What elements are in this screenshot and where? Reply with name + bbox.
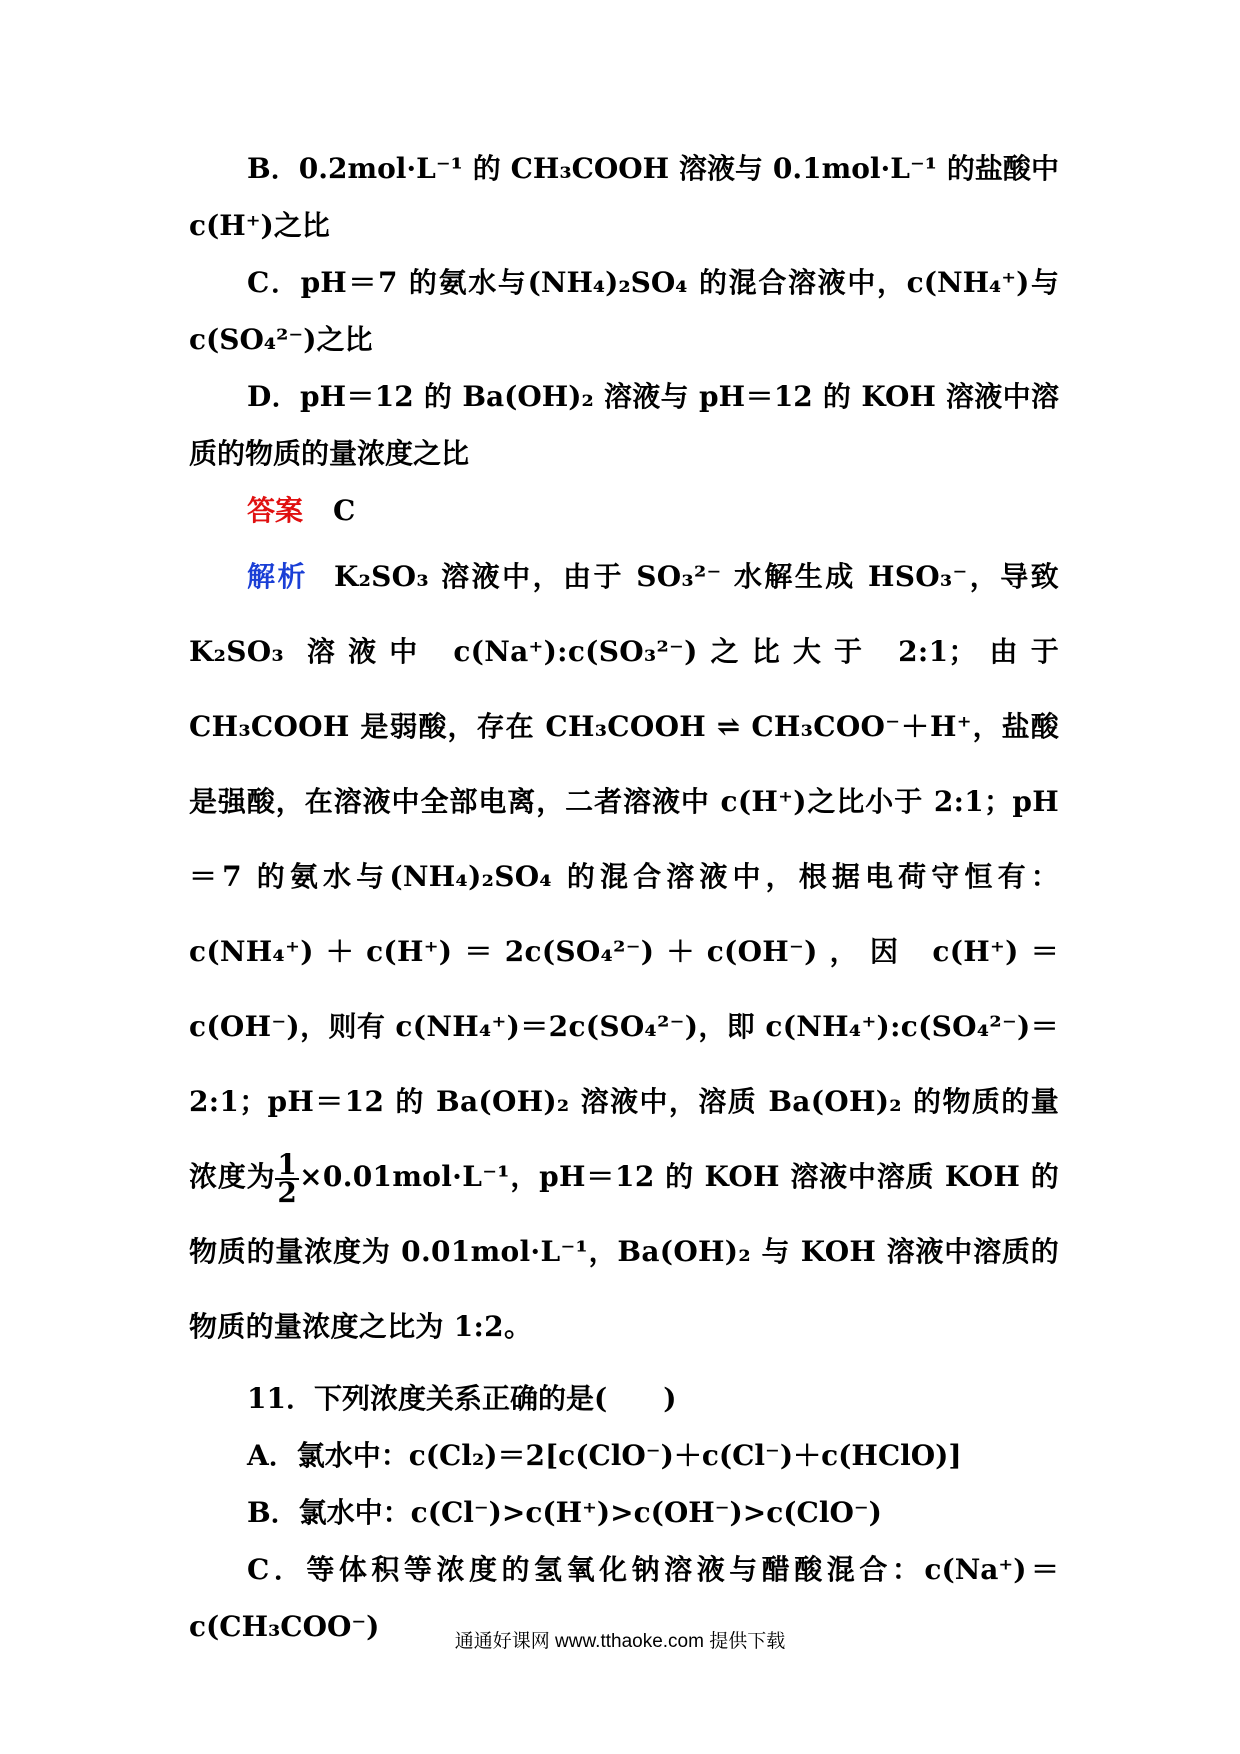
fraction-numerator: 1 bbox=[277, 1147, 298, 1181]
analysis-text-2: ×0.01mol·L⁻¹，pH＝12 的 KOH 溶液中溶质 KOH 的物质的量浓度为 0.01mol·L⁻¹，Ba(OH)₂ 与 KOH 溶液中溶质的物质的量浓度之比为 1:2。 bbox=[189, 1160, 1059, 1343]
question-11-option-c: C．等体积等浓度的氢氧化钠溶液与醋酸混合：c(Na⁺)＝c(CH₃COO⁻) bbox=[189, 1553, 1059, 1643]
analysis-label: 解析 bbox=[247, 560, 308, 593]
analysis-text-1: K₂SO₃ 溶液中，由于 SO₃²⁻ 水解生成 HSO₃⁻，导致 K₂SO₃ 溶液中 c(Na⁺):c(SO₃²⁻)之比大于 2:1；由于 CH₃COOH 是弱酸，存在 CH₃COOH ⇌ CH₃COO⁻＋H⁺，盐酸是强酸，在溶液中全部电离，二者溶液中 c(H⁺)之比小于 2:1；pH＝7 的氨水与(NH₄)₂SO₄ 的混合溶液中，根据电荷守恒有：c(NH₄⁺)＋c(H⁺)＝2c(SO₄²⁻)＋c(OH⁻)，因 c(H⁺)＝c(OH⁻)，则有 c(NH₄⁺)＝2c(SO₄²⁻)，即 c(NH₄⁺):c(SO₄²⁻)＝2:1；pH＝12 的 Ba(OH)₂ 溶液中，溶质 Ba(OH)₂ 的物质的量浓度为 bbox=[189, 560, 1059, 1193]
option-b: B．0.2mol·L⁻¹ 的 CH₃COOH 溶液与 0.1mol·L⁻¹ 的盐酸中 c(H⁺)之比 bbox=[189, 152, 1059, 242]
question-11-option-b: B．氯水中：c(Cl⁻)>c(H⁺)>c(OH⁻)>c(ClO⁻) bbox=[247, 1496, 882, 1529]
option-c: C．pH＝7 的氨水与(NH₄)₂SO₄ 的混合溶液中，c(NH₄⁺)与 c(SO₄²⁻)之比 bbox=[189, 266, 1059, 356]
question-11-option-a: A．氯水中：c(Cl₂)＝2[c(ClO⁻)＋c(Cl⁻)＋c(HClO)] bbox=[247, 1439, 962, 1472]
option-d: D．pH＝12 的 Ba(OH)₂ 溶液与 pH＝12 的 KOH 溶液中溶质的物质的量浓度之比 bbox=[189, 380, 1059, 470]
fraction-one-half bbox=[275, 1147, 299, 1209]
page-footer: 通通好课网 www.tthaoke.com 提供下载 bbox=[454, 1631, 786, 1652]
answer-line bbox=[189, 482, 1059, 539]
analysis-paragraph bbox=[189, 539, 1059, 1364]
answer-value: C bbox=[333, 494, 356, 527]
document-body bbox=[189, 140, 1059, 1655]
answer-label: 答案 bbox=[247, 494, 304, 527]
question-11-stem: 11．下列浓度关系正确的是( ) bbox=[247, 1382, 677, 1415]
fraction-denominator: 2 bbox=[277, 1175, 298, 1209]
